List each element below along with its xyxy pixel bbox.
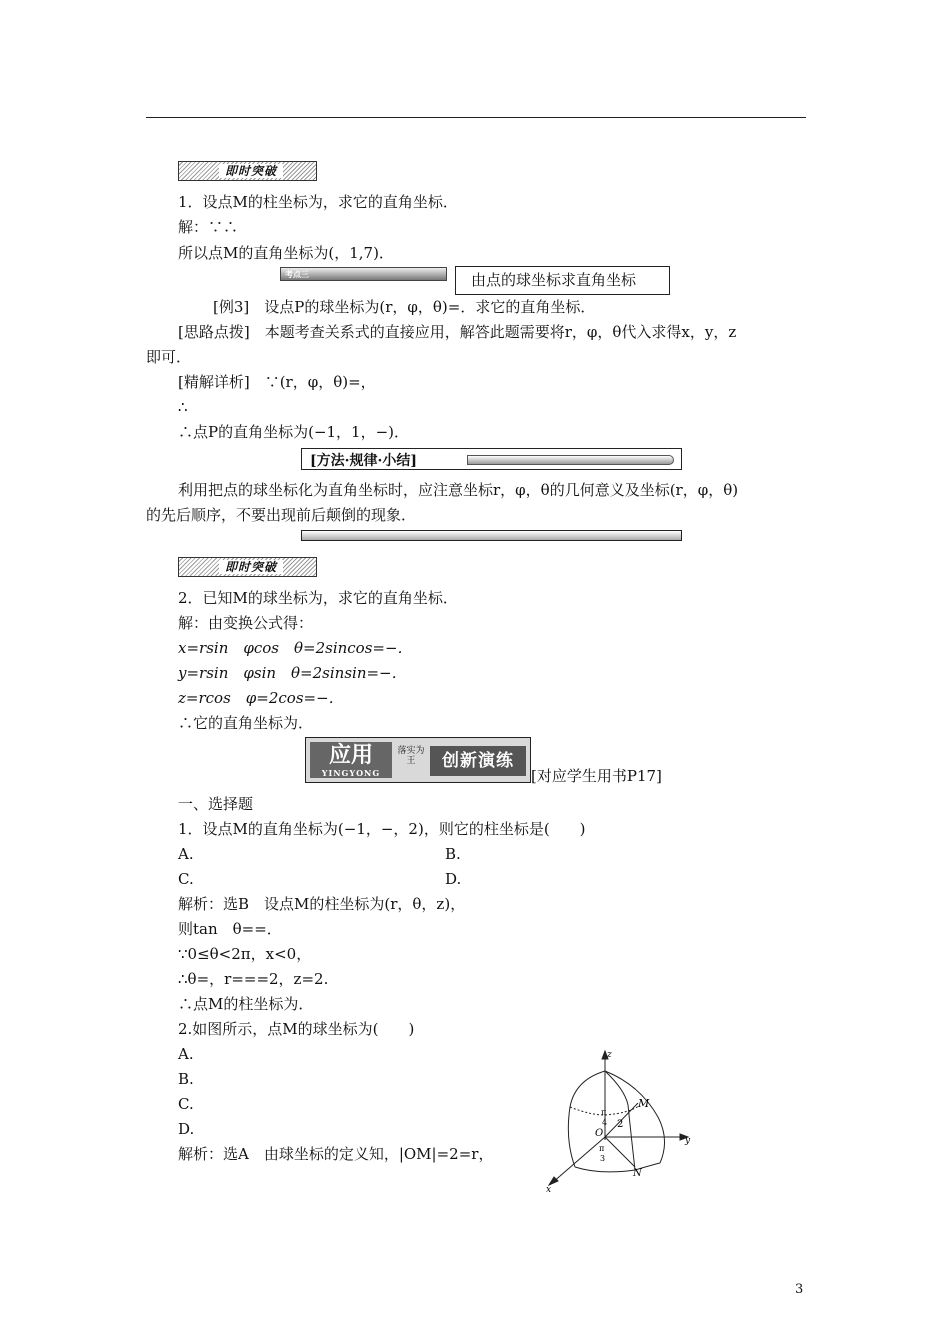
header-rule xyxy=(146,117,806,118)
application-banner-right: 创新演练 xyxy=(430,746,526,776)
section-choice: 一、选择题 xyxy=(178,795,254,813)
q2-option-b: B. xyxy=(178,1070,194,1088)
badge-label: 即时突破 xyxy=(219,164,283,178)
exercise-2-answer: ∴它的直角坐标为． xyxy=(178,714,314,732)
hint-line-2: 即可． xyxy=(146,348,192,366)
question-1: 1．设点M的直角坐标为(−1，−，2)，则它的柱坐标是( ) xyxy=(178,820,586,838)
application-banner-left xyxy=(310,742,392,778)
spherical-coordinate-figure xyxy=(540,1045,700,1195)
hint-line-1: [思路点拨] 本题考查关系式的直接应用，解答此题需要将r，φ，θ代入求得x，y，z xyxy=(178,323,737,341)
figure-x-label: x xyxy=(546,1185,552,1195)
immediate-breakthrough-badge-2 xyxy=(178,557,317,577)
q1-analysis-4: ∴θ=，r===2，z=2. xyxy=(178,970,329,988)
sphere-edge-right xyxy=(605,1071,665,1163)
section-tag: 考点三 xyxy=(285,269,309,279)
formula-x: x=rsin φcos θ=2sincos=−． xyxy=(178,639,413,657)
q2-option-c: C. xyxy=(178,1095,194,1113)
exercise-1-solution: 解：∵∴ xyxy=(178,218,239,236)
section-tag-bar xyxy=(280,267,447,281)
exercise-1-question: 1．设点M的柱坐标为，求它的直角坐标． xyxy=(178,193,458,211)
figure-angle2-denominator: 3 xyxy=(600,1154,606,1163)
on-segment xyxy=(605,1137,635,1167)
application-banner xyxy=(305,737,531,783)
immediate-breakthrough-badge xyxy=(178,161,317,181)
q1-option-a: A. xyxy=(178,845,194,863)
figure-length-label: 2 xyxy=(617,1119,624,1130)
q1-option-d: D. xyxy=(445,870,462,888)
section-title-box xyxy=(455,266,670,295)
figure-m-label: M xyxy=(638,1097,650,1110)
summary-line-2: 的先后顺序，不要出现前后颠倒的现象． xyxy=(146,506,417,524)
figure-angle1-denominator: 4 xyxy=(602,1118,608,1127)
book-reference: [对应学生用书P17] xyxy=(531,767,662,785)
application-banner-main: 应用 xyxy=(328,742,373,768)
exercise-2-question: 2．已知M的球坐标为，求它的直角坐标． xyxy=(178,589,458,607)
q2-option-a: A. xyxy=(178,1045,194,1063)
q1-option-c: C. xyxy=(178,870,194,888)
figure-y-label: y xyxy=(685,1136,691,1146)
figure-z-label: z xyxy=(607,1050,612,1060)
application-banner-mid: 落实为王 xyxy=(397,746,425,766)
section-title: 由点的球坐标求直角坐标 xyxy=(471,271,637,289)
page-number: 3 xyxy=(795,1282,804,1297)
question-2: 2.如图所示，点M的球坐标为( ) xyxy=(178,1020,415,1038)
exercise-2-solution: 解：由变换公式得： xyxy=(178,614,314,632)
method-summary-stripe xyxy=(467,455,674,465)
q2-option-d: D. xyxy=(178,1120,195,1138)
q2-analysis-1: 解析：选A 由球坐标的定义知，|OM|=2=r， xyxy=(178,1145,494,1163)
x-axis-arrow xyxy=(549,1177,558,1185)
figure-o-label: O xyxy=(595,1128,604,1139)
method-summary-bar xyxy=(301,448,682,470)
x-axis xyxy=(552,1137,605,1183)
summary-line-1: 利用把点的球坐标化为直角坐标时，应注意坐标r，φ，θ的几何意义及坐标(r，φ，θ) xyxy=(178,481,739,499)
exercise-1-answer: 所以点M的直角坐标为(，1,7)． xyxy=(178,244,394,262)
analysis-line-2: ∴ xyxy=(178,398,188,416)
q1-option-b: B. xyxy=(445,845,461,863)
q1-analysis-5: ∴点M的柱坐标为． xyxy=(178,995,314,1013)
method-summary-title: [方法·规律·小结] xyxy=(310,453,417,469)
badge-label: 即时突破 xyxy=(219,560,283,574)
analysis-line-1: [精解详析] ∵(r，φ，θ)=， xyxy=(178,373,376,391)
formula-y: y=rsin φsin θ=2sinsin=−． xyxy=(178,664,407,682)
figure-n-label: N xyxy=(633,1168,642,1179)
example-3: [例3] 设点P的球坐标为(r，φ，θ)=．求它的直角坐标． xyxy=(213,298,596,316)
sphere-bottom xyxy=(575,1163,660,1172)
q1-analysis-3: ∵0≤θ<2π，x<0， xyxy=(178,945,312,963)
formula-z: z=rcos φ=2cos=−． xyxy=(178,689,344,707)
analysis-line-3: ∴点P的直角坐标为(−1，1，−)． xyxy=(178,423,410,441)
q1-analysis-1: 解析：选B 设点M的柱坐标为(r，θ，z)， xyxy=(178,895,466,913)
summary-end-bar xyxy=(301,530,682,541)
figure-angle2-pi: π xyxy=(599,1144,605,1153)
q1-analysis-2: 则tan θ==． xyxy=(178,920,282,938)
figure-angle1-pi: π xyxy=(601,1108,607,1117)
application-banner-pinyin: YINGYONG xyxy=(321,768,381,778)
